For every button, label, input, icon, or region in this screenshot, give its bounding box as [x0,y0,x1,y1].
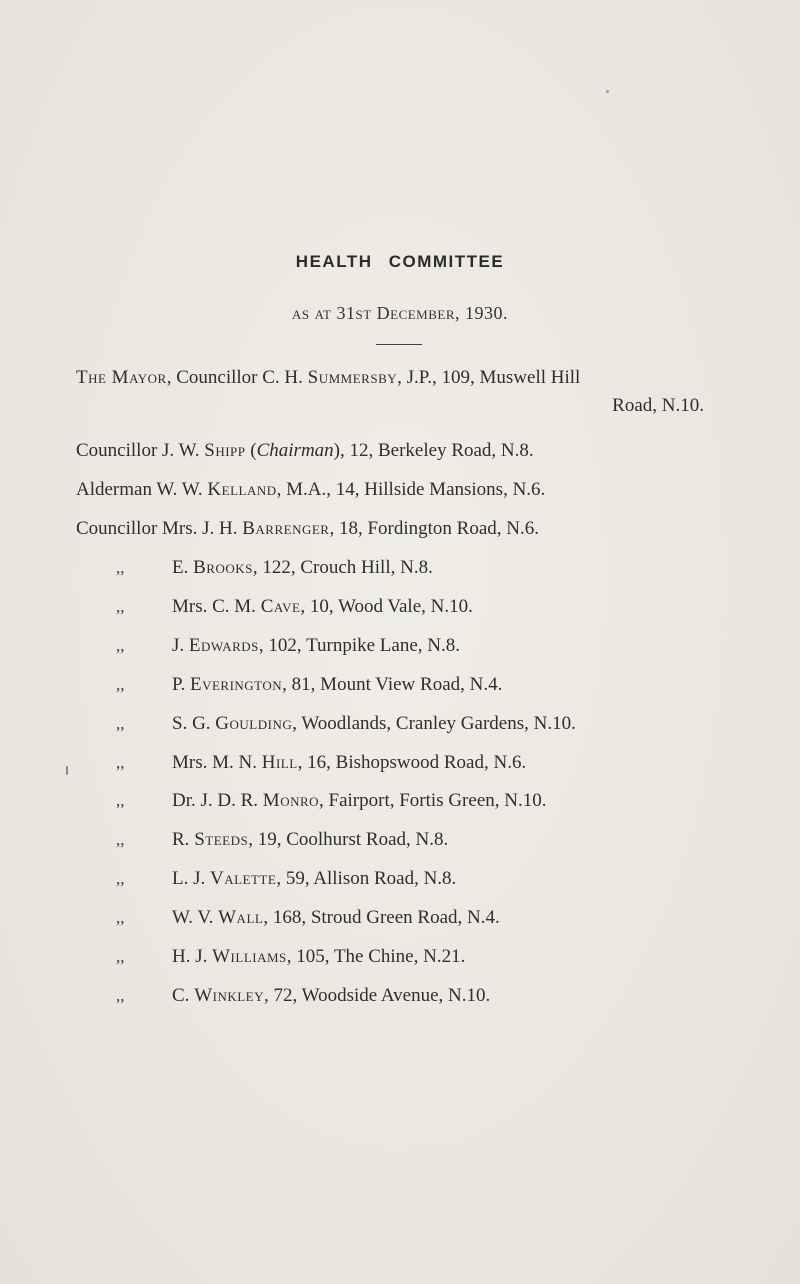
chairman-address: , 12, Berkeley Road, N.8. [340,440,534,461]
chairman-name: Shipp [204,440,246,461]
member-initials: R. [172,829,195,850]
member-name: Monro [262,790,320,811]
member-initials: S. G. [172,713,216,734]
mayor-name: Summersby [307,367,398,388]
ditto-mark: ,, [116,675,125,694]
ditto-mark: ,, [116,947,125,966]
mayor-prefix: , Councillor C. H. [166,367,308,388]
member-entry [172,710,576,738]
chairman-prefix: Councillor J. W. [76,440,205,461]
member-initials: W. V. [172,907,219,928]
member-name: Valette [210,868,277,889]
member-address: , 16, Bishopswood Road, N.6. [297,752,527,773]
member-entry [172,787,546,815]
member-initials: H. J. [172,946,213,967]
member-entry [172,593,473,621]
member-initials: E. [172,557,194,578]
ditto-mark: ,, [116,908,125,927]
member-address: , 122, Crouch Hill, N.8. [252,557,433,578]
member-address: , Woodlands, Cranley Gardens, N.10. [292,713,576,734]
member-initials: J. [172,635,189,656]
member-address: , 168, Stroud Green Road, N.4. [263,907,500,928]
member-address: , Fairport, Fortis Green, N.10. [319,790,547,811]
alderman-address: , M.A., 14, Hillside Mansions, N.6. [276,479,546,500]
member-entry [172,554,433,582]
mayor-address-line2: Road, N.10. [612,395,704,416]
member-name: Brooks [193,557,253,578]
ditto-mark: ,, [116,986,125,1005]
member-entry [172,865,456,893]
ditto-mark: ,, [116,830,125,849]
paper-speck [606,90,609,93]
member-entry [172,749,526,777]
ditto-mark: ,, [116,597,125,616]
alderman-name: Kelland [207,479,277,500]
member-entry-alderman [76,476,716,504]
chairman-role: Chairman [256,440,334,461]
member-name: Steeds [194,829,249,850]
ditto-mark: ,, [116,558,125,577]
mayor-title: The Mayor [76,367,167,388]
member-initials: Dr. J. D. R. [172,790,263,811]
member-initials: Mrs. M. N. [172,752,262,773]
mayor-address-line1: , J.P., 109, Muswell Hill [397,367,581,388]
member-name: Goulding [215,713,293,734]
member-entry [172,982,490,1010]
member-address: , 72, Woodside Avenue, N.10. [264,985,491,1006]
member-entry [172,671,502,699]
member-entry [172,904,500,932]
member-entry-chairman: Councillor J. W. Shipp (Chairman), 12, Berkeley Road, N.8. [76,440,534,461]
member-address: , 102, Turnpike Lane, N.8. [258,635,460,656]
ditto-mark: ,, [116,869,125,888]
member-address: , 105, The Chine, N.21. [286,946,466,967]
member-entry [172,632,460,660]
ditto-mark: ,, [116,636,125,655]
member-address: , 59, Allison Road, N.8. [276,868,457,889]
member-initials: Mrs. C. M. [172,596,261,617]
page-title: HEALTH COMMITTEE [295,252,505,271]
member-entry-mayor [76,364,716,392]
member-address: , 10, Wood Vale, N.10. [300,596,473,617]
member-entry [172,943,465,971]
member-name: Winkley [194,985,264,1006]
divider-rule [376,344,422,345]
councillor-name: Barrenger [242,518,330,539]
member-initials: L. J. [172,868,210,889]
member-name: Everington [189,674,283,695]
alderman-prefix: Alderman W. W. [76,479,208,500]
member-name: Cave [260,596,301,617]
member-address: , 81, Mount View Road, N.4. [282,674,503,695]
paper-speck [66,766,68,775]
member-entry-councillor [76,515,716,543]
member-initials: C. [172,985,195,1006]
member-initials: P. [172,674,190,695]
member-name: Edwards [188,635,259,656]
member-address: , 19, Coolhurst Road, N.8. [248,829,449,850]
member-name: Williams [212,946,287,967]
member-name: Hill [261,752,298,773]
ditto-mark: ,, [116,753,125,772]
ditto-mark: ,, [116,791,125,810]
member-entry [172,826,448,854]
ditto-mark: ,, [116,714,125,733]
page-subtitle: as at 31st December, 1930. [291,303,509,323]
councillor-prefix: Councillor Mrs. J. H. [76,518,243,539]
councillor-address: , 18, Fordington Road, N.6. [329,518,540,539]
member-name: Wall [218,907,264,928]
